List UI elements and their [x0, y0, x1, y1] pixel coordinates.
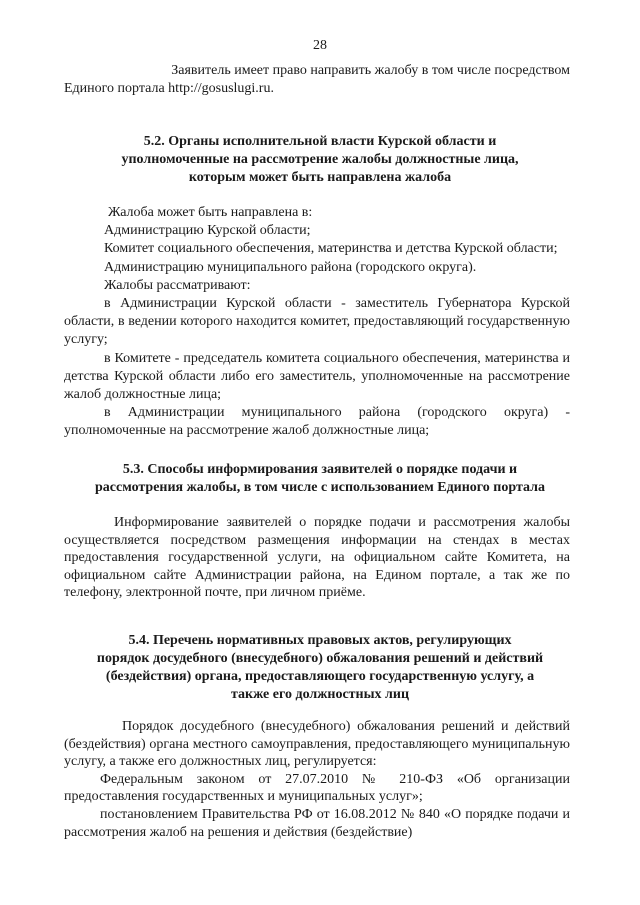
heading-line: рассмотрения жалобы, в том числе с использованием Единого портала [95, 480, 545, 495]
section-5-3-heading [60, 461, 580, 497]
intro-line-2: Единого портала http://gosuslugi.ru. [64, 80, 274, 96]
paragraph: Федеральным законом от 27.07.2010 № 210-ФЗ «Об организации предоставления государственных и муниципальных услуг»; [64, 771, 570, 805]
page-number: 28 [313, 38, 327, 53]
section-5-2-body [64, 204, 570, 441]
paragraph: в Комитете - председатель комитета социального обеспечения, материнства и детства Курской области либо его заместитель, уполномоченные на рассмотрение жалоб должностные лица; [64, 350, 570, 403]
heading-line: порядок досудебного (внесудебного) обжалования решений и действий [96, 651, 544, 666]
heading-line: которым может быть направлена жалоба [188, 170, 452, 185]
section-5-4-heading [60, 632, 580, 704]
paragraph: в Администрации Курской области - заместитель Губернатора Курской области, в ведении которого находится комитет, предоставляющий государственную услугу; [64, 296, 570, 348]
paragraph: Порядок досудебного (внесудебного) обжалования решений и действий (бездействия) органа местного самоуправления, предоставляющего муниципальную услугу, а также его должностных лиц, регулируется: [64, 719, 570, 770]
paragraph: постановлением Правительства РФ от 16.08.2012 № 840 «О порядке подачи и рассмотрения жалоб на решения и действия (бездействие) [64, 806, 570, 840]
paragraph: Администрацию Курской области; [104, 223, 311, 239]
heading-line: также его должностных лиц [230, 687, 410, 702]
intro-paragraph [64, 62, 570, 97]
heading-line: 5.4. Перечень нормативных правовых актов, регулирующих [128, 633, 512, 648]
paragraph: Информирование заявителей о порядке подачи и рассмотрения жалобы осуществляется посредством размещения информации на стендах в местах предоставления государственной услуги, на официальном сайте Комитета, на официальном сайте Администрации района, на Едином портале, а так же по телефону, электронной почте, при личном приёме. [64, 515, 570, 601]
heading-line: (бездействия) органа, предоставляющего государственную услугу, а [105, 669, 535, 684]
section-5-3-body [64, 514, 570, 602]
paragraph: Жалоба может быть направлена в: [108, 205, 313, 220]
section-5-4-body [64, 718, 570, 841]
intro-line-1: Заявитель имеет право направить жалобу в том числе посредством [171, 63, 570, 78]
paragraph: Администрацию муниципального района (городского округа). [104, 259, 477, 275]
paragraph: Комитет социального обеспечения, материнства и детства Курской области; [104, 241, 558, 257]
section-5-2-heading [60, 133, 580, 187]
paragraph: Жалобы рассматривают: [104, 277, 251, 293]
heading-line: 5.2. Органы исполнительной власти Курской области и [143, 134, 497, 149]
paragraph: в Администрации муниципального района (городского округа) - уполномоченные на рассмотрение жалоб должностные лица; [64, 405, 570, 439]
heading-line: уполномоченные на рассмотрение жалобы должностные лица, [121, 152, 519, 167]
heading-line: 5.3. Способы информирования заявителей о порядке подачи и [122, 462, 518, 477]
